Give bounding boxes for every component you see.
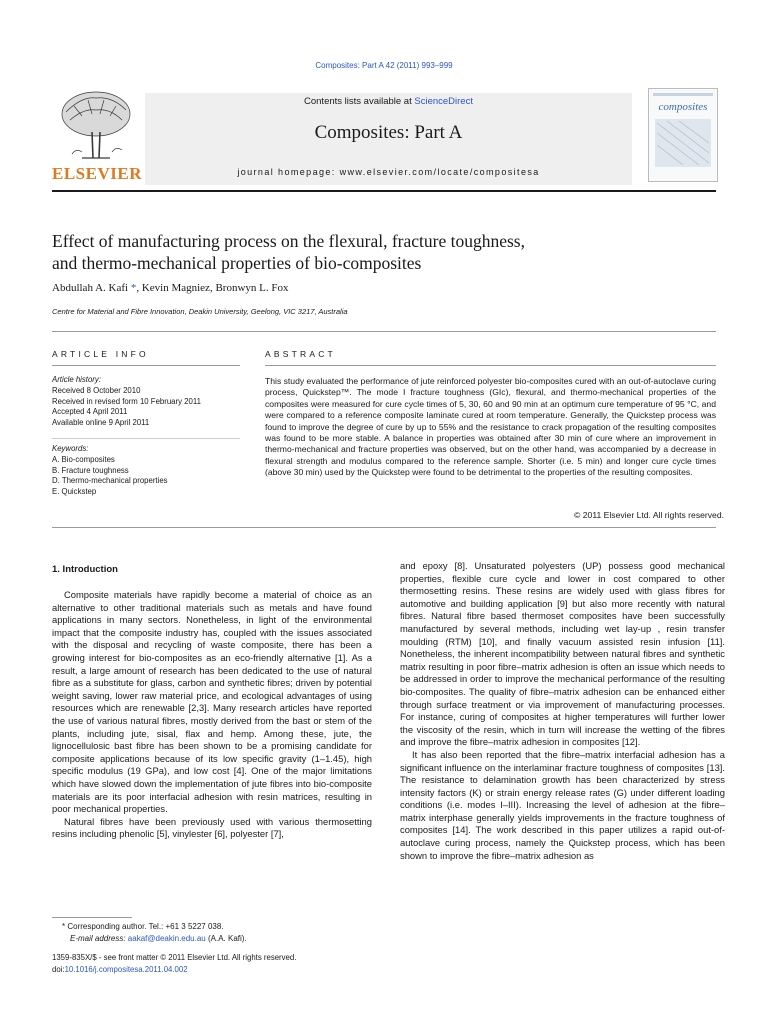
contents-line xyxy=(145,96,632,107)
history-item: Received in revised form 10 February 2011 xyxy=(52,396,201,406)
abstract-copyright: © 2011 Elsevier Ltd. All rights reserved. xyxy=(574,510,724,520)
footnote-mark: * xyxy=(62,922,66,931)
history-item: Accepted 4 April 2011 xyxy=(52,407,128,417)
corresponding-author-mark[interactable]: * xyxy=(130,282,137,294)
page-footer xyxy=(52,952,452,975)
header-divider xyxy=(52,190,716,192)
abstract-heading: ABSTRACT xyxy=(265,349,336,359)
homepage-prefix: journal homepage: xyxy=(237,167,340,177)
abstract-text: This study evaluated the performance of jute reinforced polyester bio-composites cured with an out-of-autoclave curing process, Quickstep™. The mode I fracture toughness (GIc), flexural, and thermo-mechanical properties of the composites were measured for cure cycle times of 5, 30, 60 and 90 min at an optimum cure temperature of 95 °C, and were compared to a reference composite laminate cured at room temperature. Generally, the Quickstep process was found to improve the degree of cure by up to 55% and the resistance to crack propagation of the resulting composites was found to be more stable. A balance in properties was obtained after 30 min of cure where an improvement in thermo-mechanical and fracture properties was observed, but on the other hand, was accompanied by a decrease in flexural strength and modulus compared to the reference sample. Shorter (i.e. 5 min) and longer cure cycle times (above 30 min) used by the Quickstep were found to be detrimental to the properties of the resulting composites. xyxy=(265,376,716,478)
doi-link[interactable]: 10.1016/j.compositesa.2011.04.002 xyxy=(64,964,188,974)
keyword-item: E. Quickstep xyxy=(52,487,97,497)
elsevier-wordmark: ELSEVIER xyxy=(52,164,142,183)
footnote-rule xyxy=(52,917,132,918)
author-name[interactable]: Abdullah A. Kafi xyxy=(52,282,129,294)
keyword-item: A. Bio-composites xyxy=(52,454,115,464)
homepage-url[interactable]: www.elsevier.com/locate/compositesa xyxy=(339,167,540,177)
email-suffix: (A.A. Kafi). xyxy=(205,934,247,943)
history-item: Available online 9 April 2011 xyxy=(52,418,150,428)
keywords-rule xyxy=(52,438,240,439)
body-paragraph: It has also been reported that the fibre–matrix interfacial adhesion has a significant influence on the interlaminar fracture toughness of composites [13]. The resistance to delamination growth has been characterized by stress intensity factors (K) or strain energy release rates (G) under different loading conditions (i.e. modes I–III). Increasing the level of adhesion at the fibre–matrix interphase generally yields improvements in the fracture toughness of composites [14]. The work described in this paper utilizes a rapid out-of-autoclave curing process, namely the Quickstep process, which has been shown to improve the fibre–matrix adhesion as xyxy=(400,748,725,861)
footnote-corresponding-text: Corresponding author. Tel.: +61 3 5227 038. xyxy=(67,922,224,931)
author-list: Abdullah A. Kafi *, Kevin Magniez, Bronwyn L. Fox xyxy=(52,282,289,294)
email-label: E-mail address: xyxy=(70,934,128,943)
body-column-left xyxy=(52,589,372,841)
article-title xyxy=(52,230,716,274)
tree-icon xyxy=(52,88,140,164)
footnote-corresponding xyxy=(52,921,372,933)
body-column-right xyxy=(400,560,725,862)
keyword-item: B. Fracture toughness xyxy=(52,465,129,475)
email-link[interactable]: aakaf@deakin.edu.au xyxy=(127,934,206,943)
doi-line xyxy=(52,964,452,976)
journal-cover-thumbnail[interactable] xyxy=(648,88,718,182)
body-paragraph: Composite materials have rapidly become a material of choice as an alternative to other traditional materials such as metals and have found applications in many sectors. Nonetheless, in light of the environmental impact that the composite industry has, coupled with the issues associated with the disposal and recycling of waste composite, there has been a growing interest for bio-composites as an eco-friendly alternative [1]. As a result, a large amount of research has been dedicated to the use of natural fibre as a substitute for glass, carbon and synthetic fibres; driven by potential weight saving, lower raw material price, and ecological advantages of using resources which are renewable [2,3]. Many research articles have reported the use of various natural fibres, mostly derived from the bast or stem of the plants, including jute, sisal, flax and hemp. Among these, jute, the lignocellulosic bast fibre has been shown to be a promising candidate for composite applications because of its low specific gravity (1–1.45), high specific modulus (19 GPa), and low cost [4]. One of the major limitations which have slowed down the implementation of jute fibres into bio-composite materials are its poor interfacial adhesion with resin matrices, resulting in poor mechanical properties. xyxy=(52,589,372,815)
article-title-line1: Effect of manufacturing process on the flexural, fracture toughness, xyxy=(52,231,525,251)
author-name[interactable]: Kevin Magniez xyxy=(141,282,210,294)
keywords-label: Keywords: xyxy=(52,444,89,453)
issn-line: 1359-835X/$ - see front matter © 2011 Elsevier Ltd. All rights reserved. xyxy=(52,953,297,962)
keywords-block xyxy=(52,444,240,498)
introduction-heading: 1. Introduction xyxy=(52,564,118,575)
article-title-line2: and thermo-mechanical properties of bio-composites xyxy=(52,253,422,273)
history-item: Received 8 October 2010 xyxy=(52,385,141,395)
footnote xyxy=(52,921,372,945)
sciencedirect-link[interactable]: ScienceDirect xyxy=(414,96,473,107)
author-affiliation: Centre for Material and Fibre Innovation, Deakin University, Geelong, VIC 3217, Australia xyxy=(52,307,348,316)
abstract-rule xyxy=(265,365,716,366)
doi-prefix: doi: xyxy=(52,964,65,974)
journal-title: Composites: Part A xyxy=(314,122,463,143)
abstract-end-divider xyxy=(52,527,716,528)
journal-reference[interactable]: Composites: Part A 42 (2011) 993–999 xyxy=(315,61,453,70)
cover-title: composites xyxy=(658,101,708,113)
body-paragraph: and epoxy [8]. Unsaturated polyesters (UP) possess good mechanical properties, flexible cure cycle and lower in cost compared to other thermosetting resins. These resins are widely used with glass fibres for automotive and building application [9] but also more recently with natural fibres. Natural fibre based thermoset composites have been successfully manufactured by several methods, including wet lay-up , resin transfer moulding (RTM) [10], and finally vacuum assisted resin infusion [11]. Nonetheless, the inherent incompatibility between natural fibres and synthetic matrix resulting in poor fibre–matrix adhesion is often an issue which needs to be addressed in order to improve the mechanical performance of the resulting bio-composites. The quality of fibre–matrix adhesion can be enhanced either through surface treatment or via improvement of manufacturing processes. For instance, curing of composites at higher temperatures will further lower the viscosity of the resin, which in turn will increase the wetting of the fibres and improve the fibre–matrix adhesion in composites [12]. xyxy=(400,560,725,748)
keyword-item: D. Thermo-mechanical properties xyxy=(52,476,168,486)
body-paragraph: Natural fibres have been previously used with various thermosetting resins including phenolic [5], vinylester [6], polyester [7], xyxy=(52,815,372,840)
journal-homepage xyxy=(145,167,632,177)
article-history xyxy=(52,375,240,429)
contents-prefix: Contents lists available at xyxy=(304,96,415,107)
author-name[interactable]: Bronwyn L. Fox xyxy=(215,282,289,294)
footnote-email-line xyxy=(52,933,372,945)
info-divider xyxy=(52,331,716,332)
history-label: Article history: xyxy=(52,375,101,384)
article-info-rule xyxy=(52,365,240,366)
article-info-heading: ARTICLE INFO xyxy=(52,349,149,359)
